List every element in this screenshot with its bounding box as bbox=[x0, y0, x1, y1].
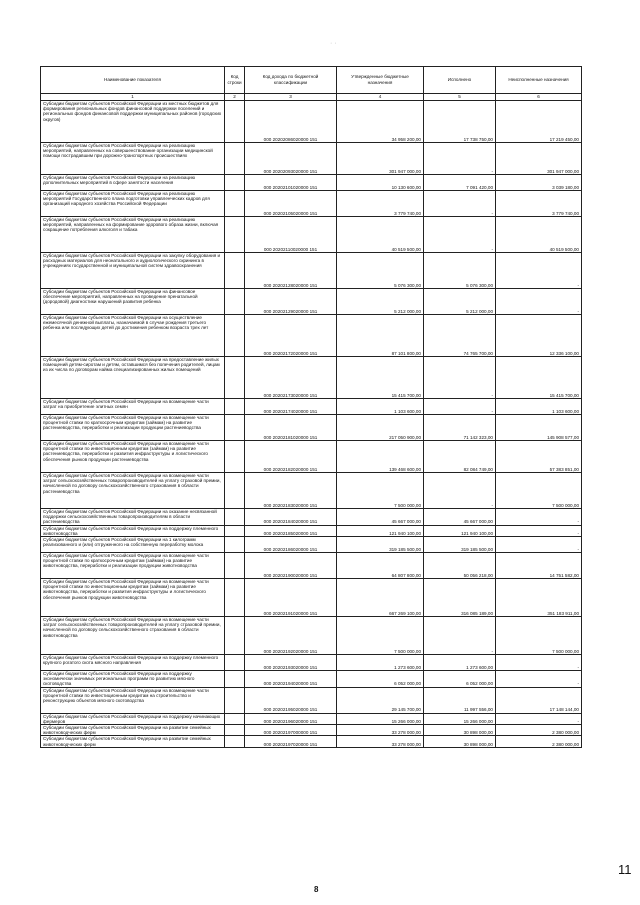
income-code-cell: 000 20202129020000 151 bbox=[245, 289, 337, 315]
income-code-cell: 000 20202172020000 151 bbox=[245, 315, 337, 357]
approved-amount-cell: 139 468 600,00 bbox=[337, 441, 424, 473]
table-row bbox=[41, 175, 582, 191]
income-code-cell: 000 20202193020000 151 bbox=[245, 655, 337, 671]
indicator-name-cell: Субсидии бюджетам субъектов Российской Федерации на возмещение части процентной ставки по инвестиционным кредитам на строительство и реконструкцию объектов мясного скотоводства bbox=[41, 687, 225, 713]
executed-amount-cell: - bbox=[424, 617, 496, 655]
indicator-name-cell: Субсидии бюджетам субъектов Российской Федерации на оказание несвязанной поддержки сельскохозяйственным товаропроизводителям в области растениеводства bbox=[41, 509, 225, 526]
unexecuted-amount-cell: 3 039 180,00 bbox=[496, 175, 582, 191]
table-row bbox=[41, 473, 582, 509]
unexecuted-amount-cell: - bbox=[496, 525, 582, 536]
table-row bbox=[41, 217, 582, 253]
row-code-cell bbox=[225, 191, 245, 217]
executed-amount-cell: 50 056 218,00 bbox=[424, 553, 496, 579]
approved-amount-cell: 5 212 000,00 bbox=[337, 289, 424, 315]
executed-amount-cell: - bbox=[424, 357, 496, 399]
approved-amount-cell: 7 500 000,00 bbox=[337, 473, 424, 509]
row-code-cell bbox=[225, 687, 245, 713]
income-code-cell: 000 20202184020000 151 bbox=[245, 509, 337, 526]
approved-amount-cell: 40 519 500,00 bbox=[337, 217, 424, 253]
column-number: 1 bbox=[41, 94, 225, 101]
table-row bbox=[41, 253, 582, 289]
indicator-name-cell: Субсидии бюджетам субъектов Российской Федерации на реализацию мероприятий Государственного плана подготовки управленческих кадров для организаций народного хозяйства Российской Федерации bbox=[41, 191, 225, 217]
approved-amount-cell: 3 779 740,00 bbox=[337, 191, 424, 217]
row-code-cell bbox=[225, 655, 245, 671]
executed-amount-cell: 45 667 000,00 bbox=[424, 509, 496, 526]
row-code-cell bbox=[225, 617, 245, 655]
budget-table bbox=[40, 66, 582, 748]
table-row bbox=[41, 579, 582, 617]
approved-amount-cell: 87 101 800,00 bbox=[337, 315, 424, 357]
approved-amount-cell: 1 273 600,00 bbox=[337, 655, 424, 671]
indicator-name-cell: Субсидии бюджетам субъектов Российской Федерации на поддержку начинающих фермеров bbox=[41, 713, 225, 724]
approved-amount-cell: 217 050 900,00 bbox=[337, 415, 424, 441]
column-number: 2 bbox=[225, 94, 245, 101]
income-code-cell: 000 20202086020000 151 bbox=[245, 101, 337, 143]
income-code-cell: 000 20202174020000 151 bbox=[245, 399, 337, 415]
column-number: 3 bbox=[245, 94, 337, 101]
executed-amount-cell: 15 266 000,00 bbox=[424, 713, 496, 724]
approved-amount-cell: 7 500 000,00 bbox=[337, 617, 424, 655]
header-executed: Исполнено bbox=[424, 67, 496, 94]
indicator-name-cell: Субсидии бюджетам субъектов Российской Федерации на развитие семейных животноводческих ферм bbox=[41, 725, 225, 736]
unexecuted-amount-cell: 7 500 000,00 bbox=[496, 617, 582, 655]
unexecuted-amount-cell: 145 908 577,00 bbox=[496, 415, 582, 441]
indicator-name-cell: Субсидии бюджетам субъектов Российской Федерации на 1 килограмм реализованного и (или) отгруженного на собственную переработку молока bbox=[41, 537, 225, 553]
table-row bbox=[41, 509, 582, 526]
income-code-cell: 000 20202183020000 151 bbox=[245, 473, 337, 509]
executed-amount-cell: 316 085 189,00 bbox=[424, 579, 496, 617]
approved-amount-cell: 1 103 600,00 bbox=[337, 399, 424, 415]
approved-amount-cell: 15 415 700,00 bbox=[337, 357, 424, 399]
table-row bbox=[41, 713, 582, 724]
table-row bbox=[41, 687, 582, 713]
row-code-cell bbox=[225, 441, 245, 473]
income-code-cell: 000 20202197020000 151 bbox=[245, 736, 337, 747]
row-code-cell bbox=[225, 509, 245, 526]
approved-amount-cell: 10 130 600,00 bbox=[337, 175, 424, 191]
approved-amount-cell: 121 940 100,00 bbox=[337, 525, 424, 536]
row-code-cell bbox=[225, 553, 245, 579]
row-code-cell bbox=[225, 357, 245, 399]
unexecuted-amount-cell: - bbox=[496, 289, 582, 315]
income-code-cell: 000 20202105020000 151 bbox=[245, 191, 337, 217]
approved-amount-cell: 15 266 000,00 bbox=[337, 713, 424, 724]
header-unexecuted: Неисполненные назначения bbox=[496, 67, 582, 94]
unexecuted-amount-cell: 14 751 582,00 bbox=[496, 553, 582, 579]
approved-amount-cell: 319 185 500,00 bbox=[337, 537, 424, 553]
row-code-cell bbox=[225, 537, 245, 553]
indicator-name-cell: Субсидии бюджетам субъектов Российской Федерации на возмещение части процентной ставки по краткосрочным кредитам (займам) на развитие растениеводства, переработки и реализации продукции растениеводства bbox=[41, 415, 225, 441]
income-code-cell: 000 20202173020000 151 bbox=[245, 357, 337, 399]
row-code-cell bbox=[225, 736, 245, 747]
income-code-cell: 000 20202182020000 151 bbox=[245, 441, 337, 473]
approved-amount-cell: 301 947 000,00 bbox=[337, 143, 424, 175]
unexecuted-amount-cell: 15 415 700,00 bbox=[496, 357, 582, 399]
unexecuted-amount-cell: - bbox=[496, 509, 582, 526]
executed-amount-cell: 6 052 000,00 bbox=[424, 671, 496, 688]
column-number: 5 bbox=[424, 94, 496, 101]
income-code-cell: 000 20202186020000 151 bbox=[245, 537, 337, 553]
executed-amount-cell: 30 898 000,00 bbox=[424, 736, 496, 747]
income-code-cell: 000 20202196020000 151 bbox=[245, 713, 337, 724]
income-code-cell: 000 20202093020000 151 bbox=[245, 143, 337, 175]
executed-amount-cell: - bbox=[424, 473, 496, 509]
table-row bbox=[41, 289, 582, 315]
unexecuted-amount-cell: - bbox=[496, 253, 582, 289]
executed-amount-cell: 319 185 500,00 bbox=[424, 537, 496, 553]
header-row-code: Код строки bbox=[225, 67, 245, 94]
indicator-name-cell: Субсидии бюджетам субъектов Российской Федерации на закупку оборудования и расходных материалов для неонатального и аудиологического скрининга в учреждениях государственной и муниципальной систем здравоохранения bbox=[41, 253, 225, 289]
table-row bbox=[41, 736, 582, 747]
row-code-cell bbox=[225, 713, 245, 724]
column-number-row bbox=[41, 94, 582, 101]
indicator-name-cell: Субсидии бюджетам субъектов Российской Федерации на поддержку племенного животноводства bbox=[41, 525, 225, 536]
row-code-cell bbox=[225, 725, 245, 736]
indicator-name-cell: Субсидии бюджетам субъектов Российской Федерации на реализацию дополнительных мероприятий в сфере занятости населения bbox=[41, 175, 225, 191]
indicator-name-cell: Субсидии бюджетам субъектов Российской Федерации на поддержку племенного крупного рогатого скота мясного направления bbox=[41, 655, 225, 671]
indicator-name-cell: Субсидии бюджетам субъектов Российской Федерации на возмещение части затрат на приобретение элитных семян bbox=[41, 399, 225, 415]
table-row bbox=[41, 415, 582, 441]
income-code-cell: 000 20202195020000 151 bbox=[245, 687, 337, 713]
executed-amount-cell: 17 738 750,00 bbox=[424, 101, 496, 143]
executed-amount-cell: 82 084 749,00 bbox=[424, 441, 496, 473]
executed-amount-cell: 5 076 300,00 bbox=[424, 253, 496, 289]
unexecuted-amount-cell: 17 219 450,00 bbox=[496, 101, 582, 143]
table-row bbox=[41, 399, 582, 415]
indicator-name-cell: Субсидии бюджетам субъектов Российской Федерации на финансовое обеспечение мероприятий, направленных на проведение пренатальной (дородовой) диагностики нарушений развития ребенка bbox=[41, 289, 225, 315]
row-code-cell bbox=[225, 143, 245, 175]
approved-amount-cell: 45 667 000,00 bbox=[337, 509, 424, 526]
executed-amount-cell: 11 997 556,00 bbox=[424, 687, 496, 713]
table-row bbox=[41, 315, 582, 357]
table-row bbox=[41, 553, 582, 579]
income-code-cell: 000 20202192020000 151 bbox=[245, 617, 337, 655]
table-row bbox=[41, 655, 582, 671]
executed-amount-cell: 121 940 100,00 bbox=[424, 525, 496, 536]
executed-amount-cell: - bbox=[424, 143, 496, 175]
page-number: 8 bbox=[314, 885, 319, 894]
income-code-cell: 000 20202181020000 151 bbox=[245, 415, 337, 441]
income-code-cell: 000 20202110020000 151 bbox=[245, 217, 337, 253]
executed-amount-cell: - bbox=[424, 191, 496, 217]
income-code-cell: 000 20202194020000 151 bbox=[245, 671, 337, 688]
table-row bbox=[41, 617, 582, 655]
income-code-cell: 000 20202128020000 151 bbox=[245, 253, 337, 289]
indicator-name-cell: Субсидии бюджетам субъектов Российской Федерации на реализацию мероприятий, направленных на совершенствование организации медицинской помощи пострадавшим при дорожно-транспортных происшествиях bbox=[41, 143, 225, 175]
table-row bbox=[41, 101, 582, 143]
approved-amount-cell: 64 807 800,00 bbox=[337, 553, 424, 579]
unexecuted-amount-cell: 12 336 100,00 bbox=[496, 315, 582, 357]
row-code-cell bbox=[225, 473, 245, 509]
row-code-cell bbox=[225, 101, 245, 143]
indicator-name-cell: Субсидии бюджетам субъектов Российской Федерации на предоставление жилых помещений детям-сиротам и детям, оставшимся без попечения родителей, лицам из их числа по договорам найма специализированных жилых помещений bbox=[41, 357, 225, 399]
indicator-name-cell: Субсидии бюджетам субъектов Российской Федерации на возмещение части затрат сельскохозяйственных товаропроизводителей на уплату страховой премии, начисленной по договору сельскохозяйственного страхования в области растениеводства bbox=[41, 473, 225, 509]
table-row bbox=[41, 671, 582, 688]
header-indicator-name: Наименование показателя bbox=[41, 67, 225, 94]
row-code-cell bbox=[225, 289, 245, 315]
row-code-cell bbox=[225, 217, 245, 253]
executed-amount-cell: 71 142 323,00 bbox=[424, 415, 496, 441]
row-code-cell bbox=[225, 253, 245, 289]
table-row bbox=[41, 143, 582, 175]
row-code-cell bbox=[225, 525, 245, 536]
header-approved: Утвержденные бюджетные назначения bbox=[337, 67, 424, 94]
approved-amount-cell: 33 278 000,00 bbox=[337, 736, 424, 747]
unexecuted-amount-cell: 3 779 740,00 bbox=[496, 191, 582, 217]
indicator-name-cell: Субсидии бюджетам субъектов Российской Федерации на осуществление ежемесячной денежной выплаты, назначаемой в случае рождения третьего ребенка или последующих детей до достижения ребенком возраста трех лет bbox=[41, 315, 225, 357]
unexecuted-amount-cell: 7 500 000,00 bbox=[496, 473, 582, 509]
unexecuted-amount-cell: 40 519 500,00 bbox=[496, 217, 582, 253]
approved-amount-cell: 29 145 700,00 bbox=[337, 687, 424, 713]
unexecuted-amount-cell: 301 947 000,00 bbox=[496, 143, 582, 175]
executed-amount-cell: 1 273 600,00 bbox=[424, 655, 496, 671]
indicator-name-cell: Субсидии бюджетам субъектов Российской Федерации на возмещение части процентной ставки по инвестиционным кредитам (займам) на развитие растениеводства, переработки и развития инфраструктуры и логистического обеспечения рынков продукции растениеводства bbox=[41, 441, 225, 473]
indicator-name-cell: Субсидии бюджетам субъектов Российской Федерации на возмещение части затрат сельскохозяйственных товаропроизводителей на уплату страховой премии, начисленной по договору сельскохозяйственного страхования в области животноводства bbox=[41, 617, 225, 655]
table-row bbox=[41, 537, 582, 553]
row-code-cell bbox=[225, 175, 245, 191]
unexecuted-amount-cell: - bbox=[496, 537, 582, 553]
unexecuted-amount-cell: 2 380 000,00 bbox=[496, 736, 582, 747]
approved-amount-cell: 6 052 000,00 bbox=[337, 671, 424, 688]
table-row bbox=[41, 357, 582, 399]
unexecuted-amount-cell: - bbox=[496, 655, 582, 671]
unexecuted-amount-cell: 1 103 600,00 bbox=[496, 399, 582, 415]
executed-amount-cell: 30 898 000,00 bbox=[424, 725, 496, 736]
row-code-cell bbox=[225, 315, 245, 357]
table-row bbox=[41, 525, 582, 536]
executed-amount-cell: - bbox=[424, 217, 496, 253]
row-code-cell bbox=[225, 415, 245, 441]
approved-amount-cell: 34 958 200,00 bbox=[337, 101, 424, 143]
approved-amount-cell: 33 278 000,00 bbox=[337, 725, 424, 736]
page-stamp: 11 bbox=[618, 862, 632, 877]
indicator-name-cell: Субсидии бюджетам субъектов Российской Федерации на реализацию мероприятий, направленных на формирование здорового образа жизни, включая сокращение потребления алкоголя и табака bbox=[41, 217, 225, 253]
approved-amount-cell: 667 269 100,00 bbox=[337, 579, 424, 617]
executed-amount-cell: 7 091 420,00 bbox=[424, 175, 496, 191]
unexecuted-amount-cell: 2 380 000,00 bbox=[496, 725, 582, 736]
table-row bbox=[41, 725, 582, 736]
indicator-name-cell: Субсидии бюджетам субъектов Российской Федерации на поддержку экономически значимых региональных программ по развитию мясного скотоводства bbox=[41, 671, 225, 688]
table-header-row bbox=[41, 67, 582, 94]
executed-amount-cell: 5 212 000,00 bbox=[424, 289, 496, 315]
indicator-name-cell: Субсидии бюджетам субъектов Российской Федерации из местных бюджетов для формирования региональных фондов финансовой поддержки поселений и региональных фондов финансовой поддержки муниципальных районов (городских округов) bbox=[41, 101, 225, 143]
unexecuted-amount-cell: 57 383 851,00 bbox=[496, 441, 582, 473]
column-number: 6 bbox=[496, 94, 582, 101]
income-code-cell: 000 20202101020000 151 bbox=[245, 175, 337, 191]
approved-amount-cell: 5 076 300,00 bbox=[337, 253, 424, 289]
income-code-cell: 000 20202190020000 151 bbox=[245, 553, 337, 579]
column-number: 4 bbox=[337, 94, 424, 101]
scan-mark: · · bbox=[330, 40, 337, 47]
unexecuted-amount-cell: - bbox=[496, 671, 582, 688]
indicator-name-cell: Субсидии бюджетам субъектов Российской Федерации на развитие семейных животноводческих ферм bbox=[41, 736, 225, 747]
row-code-cell bbox=[225, 671, 245, 688]
indicator-name-cell: Субсидии бюджетам субъектов Российской Федерации на возмещение части процентной ставки по краткосрочным кредитам (займам) на развитие животноводства, переработки и реализации продукции животноводства bbox=[41, 553, 225, 579]
table-row bbox=[41, 441, 582, 473]
row-code-cell bbox=[225, 399, 245, 415]
income-code-cell: 000 20202185020000 151 bbox=[245, 525, 337, 536]
header-income-code: Код дохода по бюджетной классификации bbox=[245, 67, 337, 94]
unexecuted-amount-cell: 351 183 911,00 bbox=[496, 579, 582, 617]
income-code-cell: 000 20202191020000 151 bbox=[245, 579, 337, 617]
unexecuted-amount-cell: - bbox=[496, 713, 582, 724]
row-code-cell bbox=[225, 579, 245, 617]
executed-amount-cell: - bbox=[424, 399, 496, 415]
indicator-name-cell: Субсидии бюджетам субъектов Российской Федерации на возмещение части процентной ставки по инвестиционным кредитам (займам) на развитие животноводства, переработки и развития инфраструктуры и логистического обеспечения рынков продукции животноводства bbox=[41, 579, 225, 617]
table-row bbox=[41, 191, 582, 217]
unexecuted-amount-cell: 17 148 144,00 bbox=[496, 687, 582, 713]
executed-amount-cell: 74 765 700,00 bbox=[424, 315, 496, 357]
income-code-cell: 000 20202197000000 151 bbox=[245, 725, 337, 736]
